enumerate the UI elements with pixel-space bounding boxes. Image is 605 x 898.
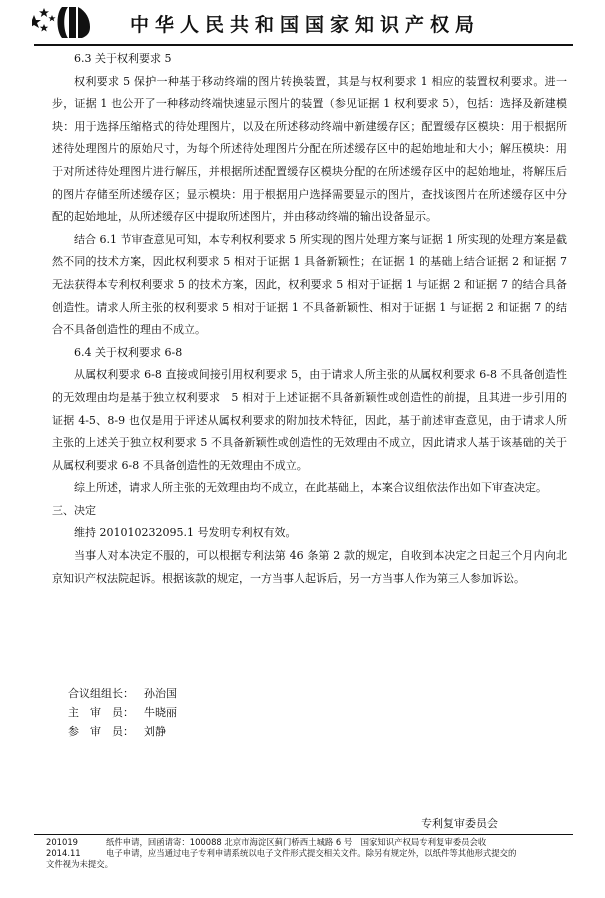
section-6-4-heading: 6.4 关于权利要求 6-8 <box>74 345 183 359</box>
signature-role: 主 审 员： <box>68 706 134 719</box>
header-divider <box>34 44 573 46</box>
section-6-4-paragraph-1: 从属权利要求 6-8 直接或间接引用权利要求 5，由于请求人所主张的从属权利要求 6-8 不具备创造性的无效理由均是基于独立权利要求 5 相对于上述证据不具备新颖性或创造性的前提，且其进一步引用的证据 4-5、8-9 也仅是用于评述从属权利要求的附加技术特征，因此，基于前述审查意见，由于请求人所主张的上述关于独立权利要求 5 不具备新颖性或创造性的无效理由不成立，因此请求人基于该基础的关于从属权利要求 6-8 不具备创造性的无效理由不成立。 <box>52 368 567 472</box>
decision-heading: 三、决定 <box>52 503 96 517</box>
organization-title: 中华人民共和国国家知识产权局 <box>130 14 481 36</box>
signature-name: 孙治国 <box>144 687 177 700</box>
signature-name: 牛晓丽 <box>144 706 177 719</box>
section-6-3-paragraph-2: 结合 6.1 节审查意见可知，本专利权利要求 5 所实现的图片处理方案与证据 1 所实现的处理方案是截然不同的技术方案，因此权利要求 5 相对于证据 1 具备新颖性；在证据 1 的基础上结合证据 2 和证据 7 无法获得本专利权利要求 5 的技术方案，因此，权利要求 5 相对于证据 1 与证据 2 和证据 7 的结合具备创造性。请求人所主张的权利要求 5 相对于证据 1 不具备新颖性、相对于证据 1 与证据 2 和证据 7 的结合不具备创造性的理由不成立。 <box>52 232 567 337</box>
signature-row <box>68 684 177 703</box>
appeal-paragraph: 当事人对本决定不服的，可以根据专利法第 46 条第 2 款的规定，自收到本决定之日起三个月内向北京知识产权法院起诉。根据该款的规定，一方当事人起诉后，另一方当事人作为第三人参加诉讼。 <box>52 549 567 585</box>
summary-paragraph: 综上所述，请求人所主张的无效理由均不成立，在此基础上，本案合议组依法作出如下审查决定。 <box>74 481 547 495</box>
form-code: 201019 <box>46 837 78 847</box>
board-name: 专利复审委员会 <box>421 817 498 830</box>
signature-role: 参 审 员： <box>68 725 134 738</box>
footer-line <box>46 848 576 859</box>
footer-line <box>46 859 576 870</box>
signature-role: 合议组组长： <box>68 687 134 700</box>
cnipa-logo-icon <box>32 5 102 39</box>
footer-text: 纸件申请，回函请寄：100088 北京市海淀区蓟门桥西土城路 6 号 国家知识产权局专利复审委员会收 <box>106 837 487 847</box>
form-date: 2014.11 <box>46 848 81 858</box>
section-6-3-paragraph-1: 权利要求 5 保护一种基于移动终端的图片转换装置，其是与权利要求 1 相应的装置权利要求。进一步，证据 1 也公开了一种移动终端快速显示图片的装置（参见证据 1 权利要求 5），包括：选择及新建模块：用于选择压缩格式的待处理图片，以及在所述移动终端中新建缓存区；配置缓存区模块：用于根据所述待处理图片的原始尺寸，为每个所述待处理图片分配在所述缓存区中的起始地址和大小；解压模块：用于对所述待处理图片进行解压，并根据所述配置缓存区模块分配的在所述缓存区中的起始地址，将解压后的图片存储至所述缓存区；显示模块：用于根据用户选择需要显示的图片，查找该图片在所述缓存区中分配的起始地址，从所述缓存区中提取所述图片，并由移动终端的输出设备显示。 <box>52 74 567 224</box>
section-6-3-heading: 6.3 关于权利要求 5 <box>74 52 172 65</box>
panel-signatures <box>68 684 177 741</box>
footer-text: 电子申请，应当通过电子专利申请系统以电子文件形式提交相关文件。除另有规定外，以纸件等其他形式提交的 <box>106 848 517 858</box>
signature-name: 刘静 <box>144 725 166 738</box>
page-footer <box>46 837 576 870</box>
document-body <box>52 48 567 590</box>
page-header <box>0 0 605 44</box>
footer-line <box>46 837 576 848</box>
footer-text: 文件视为未提交。 <box>46 859 113 869</box>
decision-text: 维持 201010232095.1 号发明专利权有效。 <box>74 526 297 540</box>
signature-row <box>68 722 177 741</box>
signature-row <box>68 703 177 722</box>
footer-divider <box>34 834 573 835</box>
